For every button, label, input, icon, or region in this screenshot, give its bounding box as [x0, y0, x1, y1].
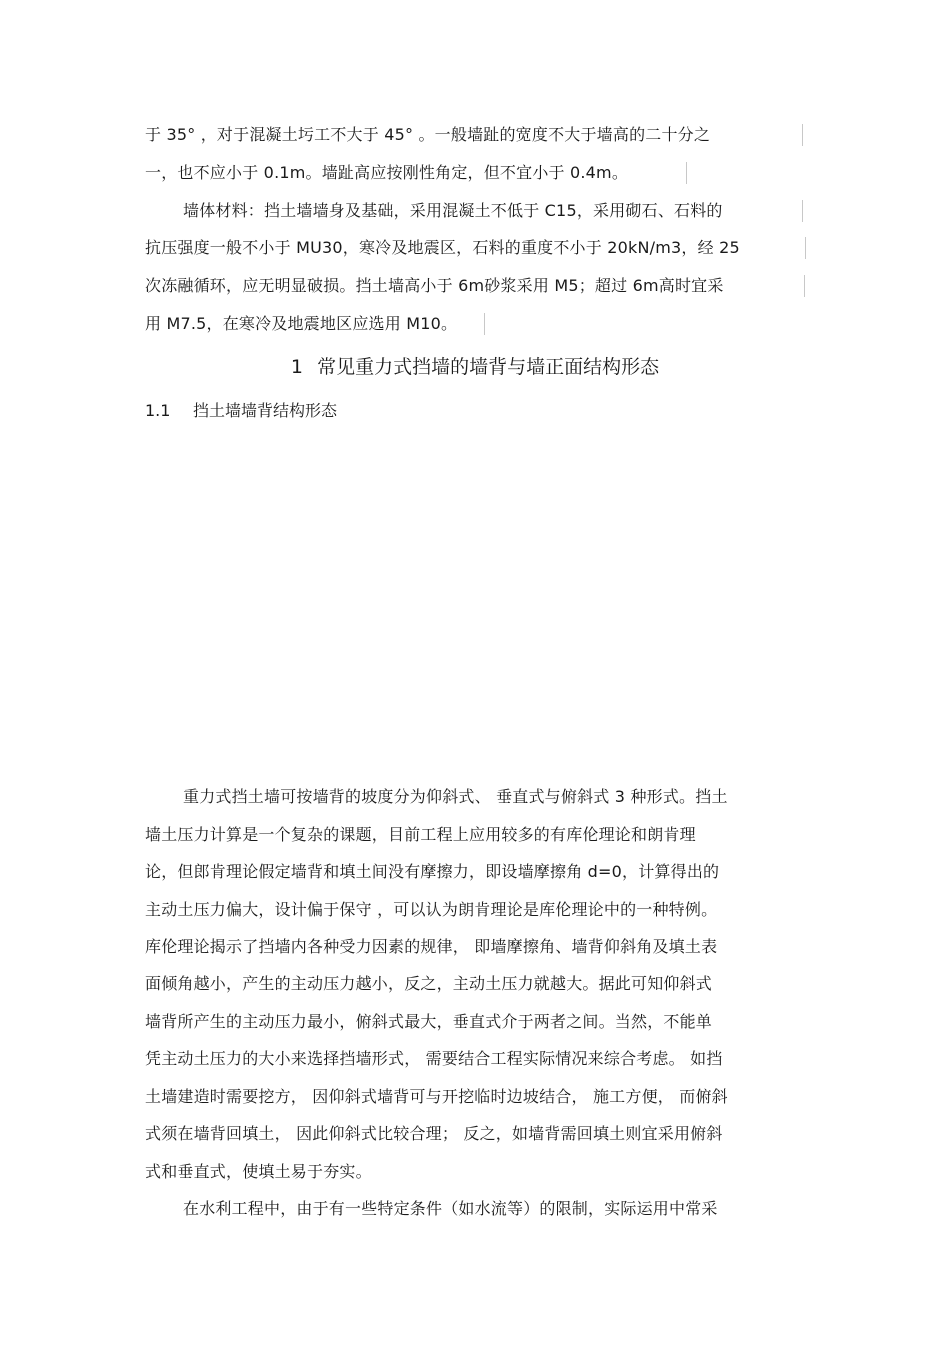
- paragraph-3-line-11: 式和垂直式，使填土易于夯实。: [145, 1162, 372, 1181]
- paragraph-3-line-10: 式须在墙背回填土， 因此仰斜式比较合理； 反之，如墙背需回填土则宜采用俯斜: [145, 1124, 723, 1143]
- paragraph-3-line-1: 重力式挡土墙可按墙背的坡度分为仰斜式、 垂直式与俯斜式 3 种形式。挡土: [183, 787, 728, 806]
- paragraph-2-line-1: 墙体材料：挡土墙墙身及基础，采用混凝土不低于 C15，采用砌石、石料的: [183, 201, 723, 220]
- paragraph-3-line-3: 论，但郎肯理论假定墙背和填土间没有摩擦力，即设墙摩擦角 d=0，计算得出的: [145, 862, 720, 881]
- paragraph-2-line-3: 次冻融循环，应无明显破损。挡土墙高小于 6m砂浆采用 M5；超过 6m高时宜采: [145, 276, 724, 295]
- subsection-title: 挡土墙墙背结构形态: [193, 401, 338, 420]
- section-heading: [0, 354, 950, 380]
- paragraph-1-line-2: 一，也不应小于 0.1m。墙趾高应按刚性角定，但不宜小于 0.4m。: [145, 163, 629, 182]
- paragraph-3-line-4: 主动土压力偏大，设计偏于保守 ，可以认为朗肯理论是库伦理论中的一种特例。: [145, 900, 718, 919]
- line-end-mark: [686, 162, 687, 184]
- paragraph-2-line-4: 用 M7.5，在寒冷及地震地区应选用 M10。: [145, 314, 458, 333]
- paragraph-4-line-1: 在水利工程中，由于有一些特定条件（如水流等）的限制，实际运用中常采: [183, 1199, 718, 1218]
- paragraph-3-line-9: 土墙建造时需要挖方， 因仰斜式墙背可与开挖临时边坡结合， 施工方便， 而俯斜: [145, 1087, 728, 1106]
- paragraph-3-line-2: 墙土压力计算是一个复杂的课题，目前工程上应用较多的有库伦理论和朗肯理: [145, 825, 696, 844]
- line-end-mark: [484, 313, 485, 335]
- paragraph-3-line-6: 面倾角越小，产生的主动压力越小，反之，主动土压力就越大。据此可知仰斜式: [145, 974, 713, 993]
- paragraph-2-line-2: 抗压强度一般不小于 MU30，寒冷及地震区，石料的重度不小于 20kN/m3，经 25: [145, 238, 740, 257]
- line-end-mark: [804, 275, 805, 297]
- line-end-mark: [802, 124, 803, 146]
- section-title: 常见重力式挡墙的墙背与墙正面结构形态: [317, 356, 660, 378]
- section-number: 1: [290, 356, 304, 378]
- subsection-heading: [145, 400, 337, 422]
- line-end-mark: [802, 200, 803, 222]
- paragraph-1-line-1: 于 35° ，对于混凝土圬工不大于 45° 。一般墙趾的宽度不大于墙高的二十分之: [145, 125, 711, 144]
- line-end-mark: [805, 237, 806, 259]
- paragraph-3-line-7: 墙背所产生的主动压力最小，俯斜式最大，垂直式介于两者之间。当然，不能单: [145, 1012, 713, 1031]
- paragraph-3-line-5: 库伦理论揭示了挡墙内各种受力因素的规律， 即墙摩擦角、墙背仰斜角及填土表: [145, 937, 718, 956]
- paragraph-3-line-8: 凭主动土压力的大小来选择挡墙形式， 需要结合工程实际情况来综合考虑。 如挡: [145, 1049, 723, 1068]
- subsection-number: 1.1: [145, 401, 171, 420]
